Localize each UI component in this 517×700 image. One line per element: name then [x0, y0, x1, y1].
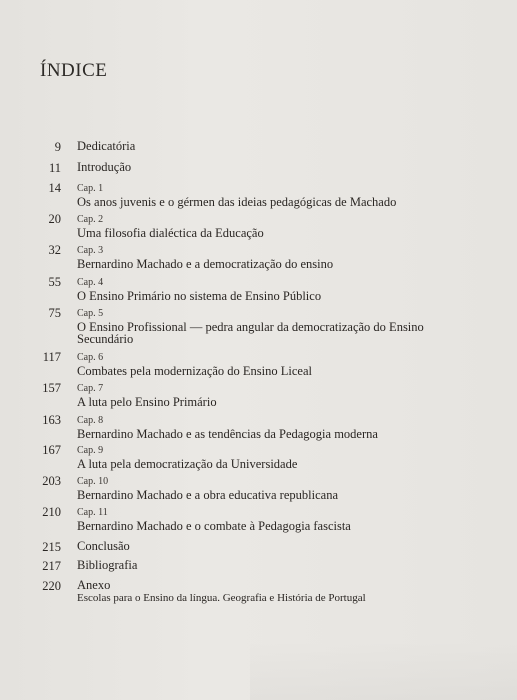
toc-page-number: 11 [48, 161, 61, 175]
toc-page-number: 215 [42, 540, 61, 554]
toc-chapter-label: Cap. 6 [77, 352, 104, 363]
toc-entry-title: Bibliografia [77, 558, 138, 572]
toc-page-number: 203 [42, 474, 61, 488]
toc-chapter-label: Cap. 10 [77, 476, 109, 487]
toc-page-number: 75 [48, 306, 61, 320]
toc-chapter-label: Cap. 7 [77, 383, 104, 394]
toc-entry-title: Combates pela modernização do Ensino Liceal [77, 364, 312, 378]
toc-chapter-label: Cap. 9 [77, 445, 104, 456]
toc-chapter-label: Cap. 4 [77, 277, 104, 288]
toc-entry-title: Anexo [77, 578, 111, 592]
toc-chapter-label: Cap. 2 [77, 214, 104, 225]
toc-entry-title: A luta pelo Ensino Primário [77, 395, 217, 409]
toc-entry-title: Dedicatória [77, 139, 136, 153]
toc-page-number: 167 [42, 443, 61, 457]
toc-page-number: 217 [42, 559, 61, 573]
toc-page-number: 9 [54, 140, 61, 154]
toc-page-number: 55 [48, 275, 61, 289]
toc-chapter-label: Cap. 1 [77, 183, 104, 194]
toc-entry-title-continuation: Secundário [77, 332, 134, 346]
toc-entry-title: Bernardino Machado e a democratização do ensino [77, 257, 334, 271]
toc-page-number: 14 [48, 181, 61, 195]
toc-chapter-label: Cap. 3 [77, 245, 104, 256]
page-title: ÍNDICE [40, 60, 108, 81]
toc-page-number: 117 [42, 350, 61, 364]
toc-entry-title: Bernardino Machado e a obra educativa republicana [77, 488, 338, 502]
toc-chapter-label: Cap. 5 [77, 308, 104, 319]
toc-entry-title: Bernardino Machado e o combate à Pedagogia fascista [77, 519, 351, 533]
toc-entry-title: Uma filosofia dialéctica da Educação [77, 226, 264, 240]
toc-entry-title: Introdução [77, 160, 132, 174]
toc-page-number: 32 [48, 243, 61, 257]
toc-chapter-label: Cap. 8 [77, 415, 104, 426]
toc-page-number: 163 [42, 413, 61, 427]
toc-entry-title-continuation: Escolas para o Ensino da língua. Geografia e História de Portugal [77, 592, 366, 604]
toc-entry-title: O Ensino Profissional — pedra angular da democratização do Ensino [77, 320, 424, 334]
toc-entry-title: Os anos juvenis e o gérmen das ideias pedagógicas de Machado [77, 195, 397, 209]
toc-page-number: 20 [48, 212, 61, 226]
toc-entry-title: Conclusão [77, 539, 130, 553]
toc-entry-title: Bernardino Machado e as tendências da Pedagogia moderna [77, 427, 378, 441]
toc-entry-title: O Ensino Primário no sistema de Ensino Público [77, 289, 322, 303]
toc-chapter-label: Cap. 11 [77, 507, 108, 518]
toc-page-number: 157 [42, 381, 61, 395]
toc-page-number: 220 [42, 579, 61, 593]
toc-page-number: 210 [42, 505, 61, 519]
toc-entry-title: A luta pela democratização da Universidade [77, 457, 298, 471]
page-shadow [250, 640, 517, 700]
